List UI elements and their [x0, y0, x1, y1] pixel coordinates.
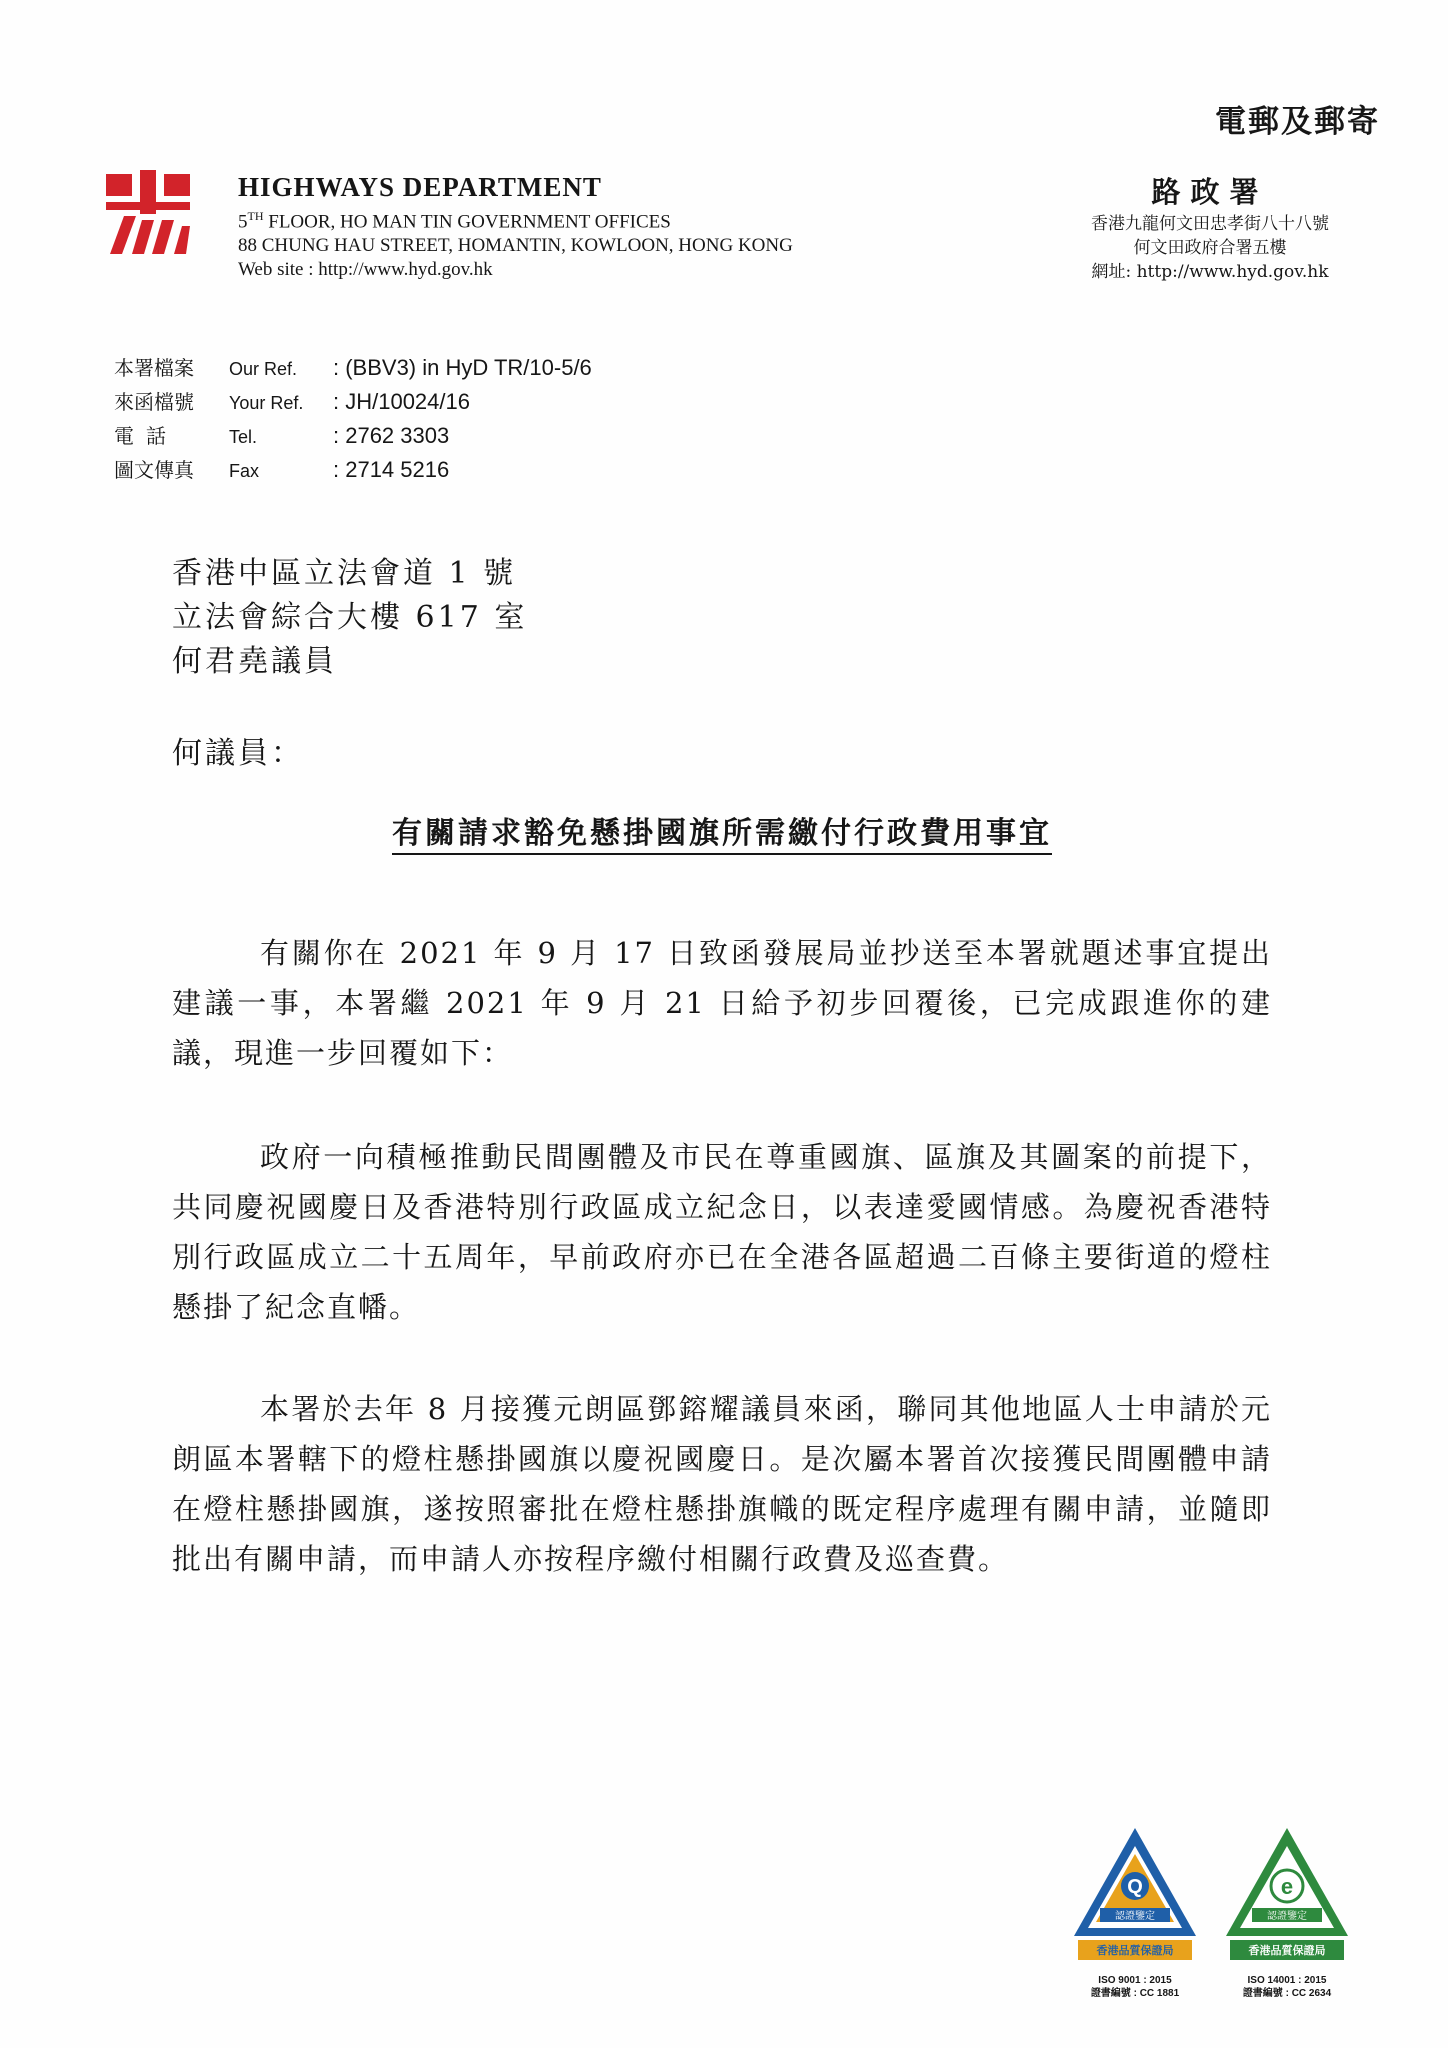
website-zh: 網址: http://www.hyd.gov.hk	[1091, 262, 1329, 282]
iso-9001-cert-number: 證書編號 : CC 1881	[1090, 1988, 1180, 1999]
fax-row	[114, 454, 814, 488]
your-ref-value: : JH/10024/16	[333, 389, 470, 414]
reference-block	[114, 352, 814, 488]
department-name-en: HIGHWAYS DEPARTMENT	[238, 172, 602, 202]
our-ref-label-en: Our Ref.	[229, 359, 298, 379]
iso-9001-certification	[1070, 1824, 1200, 2024]
your-ref-label-en: Your Ref.	[229, 393, 304, 413]
body-paragraph-3: 本署於去年 8 月接獲元朗區鄧鎔耀議員來函，聯同其他地區人士申請於元朗區本署轄下的燈柱懸掛國旗以慶祝國慶日。是次屬本署首次接獲民間團體申請在燈柱懸掛國旗，遂按照審批在燈柱懸掛旗幟的既定程序處理有關申請，並隨即批出有關申請，而申請人亦按程序繳付相關行政費及巡查費。	[172, 1392, 1272, 1576]
tel-label-zh: 電話	[114, 424, 178, 448]
body-paragraph-2: 政府一向積極推動民間團體及市民在尊重國旗、區旗及其圖案的前提下，共同慶祝國慶日及香港特別行政區成立紀念日，以表達愛國情感。為慶祝香港特別行政區成立二十五周年，早前政府亦已在全港各區超過二百條主要街道的燈柱懸掛了紀念直幡。	[172, 1140, 1272, 1324]
iso-14001-standard: ISO 14001 : 2015	[1247, 1975, 1327, 1986]
department-name-zh: 路政署	[1151, 175, 1269, 209]
address-zh-2: 何文田政府合署五樓	[1133, 238, 1287, 258]
address-en-street: 88 CHUNG HAU STREET, HOMANTIN, KOWLOON, HONG KONG	[238, 235, 793, 257]
fax-label-en: Fax	[229, 461, 260, 481]
website-en: Web site : http://www.hyd.gov.hk	[238, 259, 493, 281]
tel-row	[114, 420, 814, 454]
body-paragraph-1: 有關你在 2021 年 9 月 17 日致函發展局並抄送至本署就題述事宜提出建議一事，本署繼 2021 年 9 月 21 日給予初步回覆後，已完成跟進你的建議，現進一步回覆如下：	[172, 936, 1272, 1070]
svg-text:Q: Q	[1127, 1876, 1143, 1898]
your-ref-row	[114, 386, 814, 420]
iso-9001-standard: ISO 9001 : 2015	[1098, 1975, 1172, 1986]
your-ref-label-zh: 來函檔號	[114, 390, 194, 414]
svg-text:認證鑒定: 認證鑒定	[1115, 1911, 1155, 1922]
svg-text:認證鑒定: 認證鑒定	[1267, 1911, 1307, 1922]
svg-text:香港品質保證局: 香港品質保證局	[1096, 1944, 1174, 1957]
tel-value: : 2762 3303	[333, 423, 450, 448]
hkqaa-e-mark-icon	[1222, 1824, 1352, 1972]
fax-value: : 2714 5216	[333, 457, 450, 482]
salutation: 何議員：	[172, 736, 304, 771]
chinese-letterhead	[1040, 172, 1380, 284]
recipient-name: 何君堯議員	[172, 644, 337, 679]
svg-text:香港品質保證局: 香港品質保證局	[1248, 1944, 1326, 1957]
our-ref-value: : (BBV3) in HyD TR/10-5/6	[333, 355, 592, 380]
iso-14001-caption	[1222, 1974, 1352, 2000]
english-letterhead	[238, 170, 878, 282]
recipient-address	[172, 552, 772, 684]
iso-14001-certification	[1222, 1824, 1352, 2024]
address-en-floor: 5TH FLOOR, HO MAN TIN GOVERNMENT OFFICES	[238, 209, 671, 233]
iso-9001-caption	[1070, 1974, 1200, 2000]
address-zh-1: 香港九龍何文田忠孝街八十八號	[1091, 214, 1329, 234]
recipient-line-2: 立法會綜合大樓 617 室	[172, 600, 528, 635]
subject-text: 有關請求豁免懸掛國旗所需繳付行政費用事宜	[392, 816, 1052, 855]
recipient-line-1: 香港中區立法會道 1 號	[172, 556, 517, 591]
our-ref-row	[114, 352, 814, 386]
iso-14001-cert-number: 證書編號 : CC 2634	[1242, 1988, 1332, 1999]
tel-label-en: Tel.	[229, 427, 258, 447]
fax-label-zh: 圖文傳真	[114, 458, 194, 482]
delivery-note: 電郵及郵寄	[1215, 104, 1380, 140]
hkqaa-q-mark-icon	[1070, 1824, 1200, 1972]
our-ref-label-zh: 本署檔案	[114, 356, 194, 380]
subject-line	[172, 808, 1272, 852]
highways-department-logo-icon	[106, 170, 190, 254]
svg-text:e: e	[1280, 1874, 1294, 1899]
